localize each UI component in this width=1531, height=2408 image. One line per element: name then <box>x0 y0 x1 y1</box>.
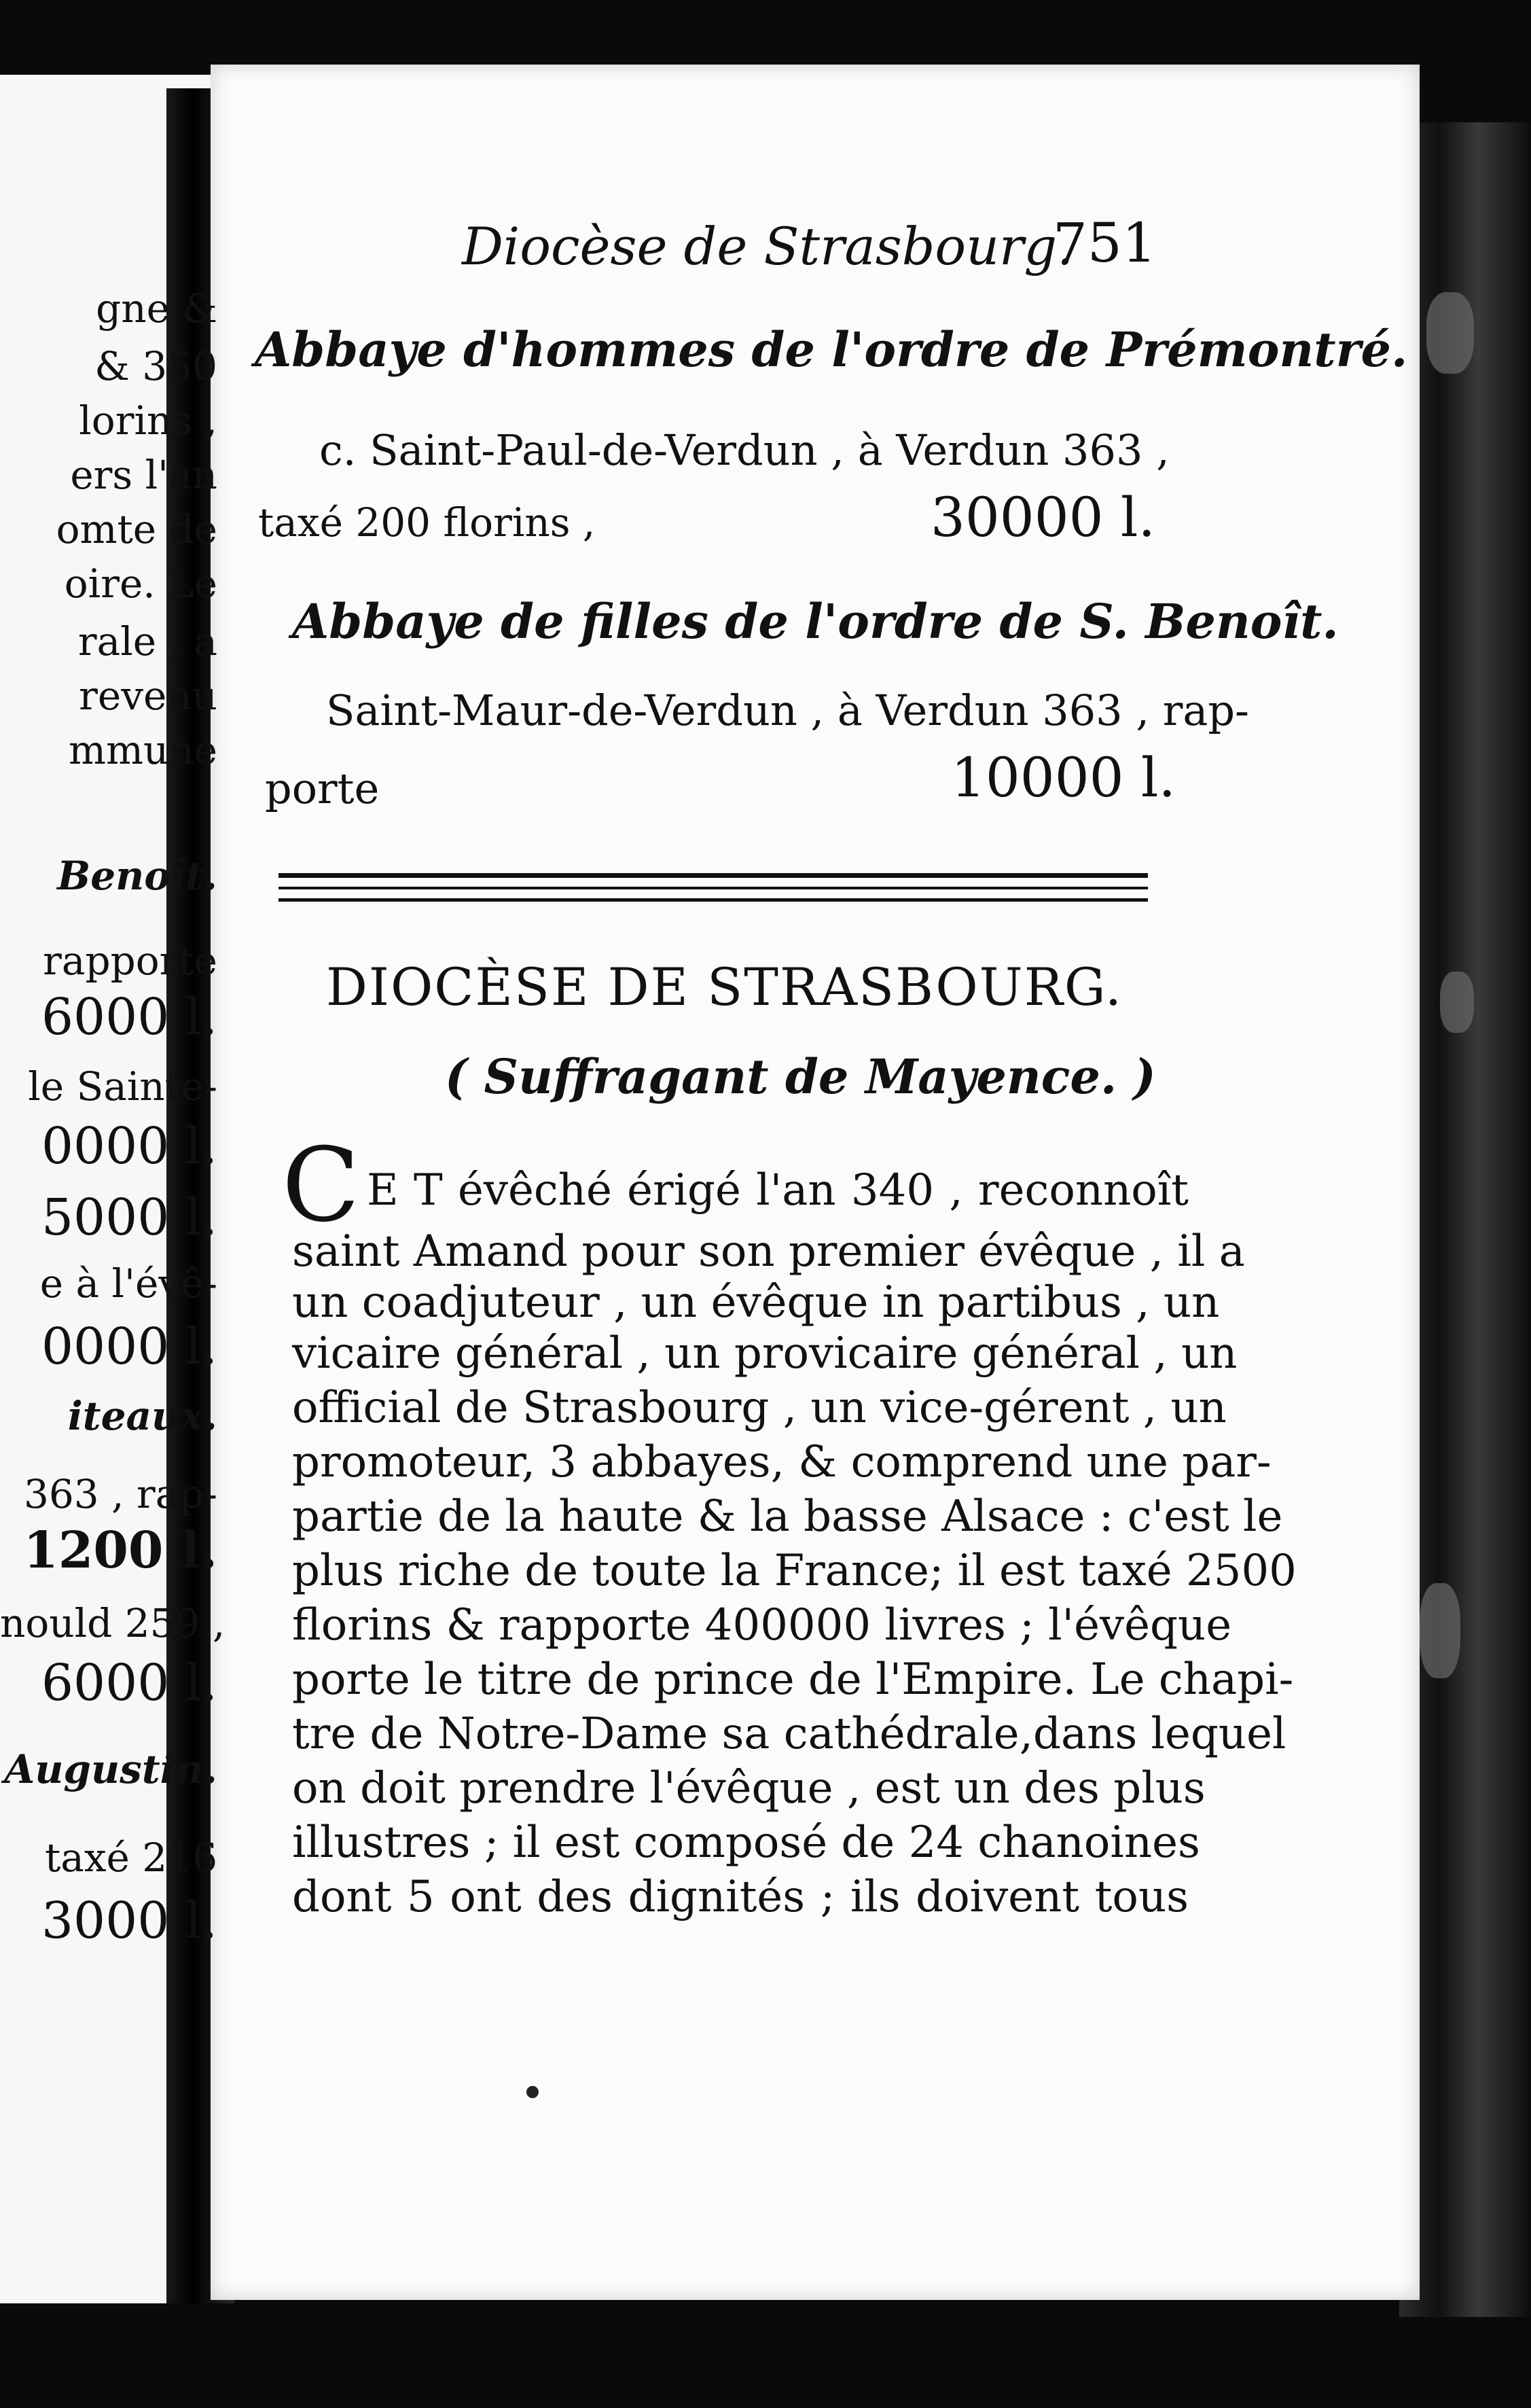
left-line: omte de <box>56 506 217 552</box>
entry-line: porte <box>265 764 380 813</box>
page-number: 751 <box>1053 211 1157 275</box>
body-line: official de Strasbourg , un vice-gérent , un <box>292 1383 1227 1433</box>
entry-line: c. Saint-Paul-de-Verdun , à Verdun 363 , <box>319 425 1170 475</box>
edge-stain <box>1440 972 1474 1033</box>
entry-line: taxé 200 florins , <box>258 499 596 546</box>
left-line: le Sainte- <box>28 1063 217 1110</box>
left-line: taxé 216 <box>44 1835 217 1881</box>
rule-bottom <box>278 898 1148 902</box>
left-line: 0000 l. <box>41 1117 217 1175</box>
left-line: rapporte <box>43 938 217 984</box>
left-line: 6000 l. <box>41 988 217 1046</box>
left-line: 1200 l. <box>23 1521 217 1580</box>
left-line: gne & <box>96 285 217 332</box>
rule-top <box>278 873 1148 878</box>
left-line: rale , a <box>77 618 217 665</box>
entry-amount: 10000 l. <box>951 746 1176 809</box>
body-line: on doit prendre l'évêque , est un des plus <box>292 1763 1206 1813</box>
body-line: florins & rapporte 400000 livres ; l'évêque <box>292 1600 1232 1650</box>
body-line: promoteur, 3 abbayes, & comprend une par- <box>292 1437 1272 1487</box>
left-line: & 350 <box>94 343 217 389</box>
left-line: iteaux. <box>67 1393 217 1439</box>
left-line: 5000 l. <box>41 1188 217 1247</box>
left-line: 6000 l. <box>41 1654 217 1712</box>
left-line: lorins , <box>79 397 217 444</box>
body-line: un coadjuteur , un évêque in partibus , un <box>292 1277 1220 1328</box>
body-line: dont 5 ont des dignités ; ils doivent tous <box>292 1872 1189 1922</box>
body-line: tre de Notre-Dame sa cathédrale,dans lequel <box>292 1709 1286 1759</box>
diocese-title: DIOCÈSE DE STRASBOURG. <box>326 957 1123 1017</box>
left-line: nould 259 , <box>0 1600 226 1646</box>
left-line: e à l'évê- <box>39 1260 217 1307</box>
running-title: Diocèse de Strasbourg. <box>462 216 1074 277</box>
edge-stain <box>1420 1583 1460 1678</box>
drop-cap: C <box>282 1127 360 1245</box>
entry-amount: 30000 l. <box>931 486 1155 549</box>
section-heading: Abbaye d'hommes de l'ordre de Prémontré. <box>255 321 1408 378</box>
edge-stain <box>1426 292 1474 374</box>
body-line: illustres ; il est composé de 24 chanoines <box>292 1818 1200 1868</box>
left-line: 363 , rap- <box>23 1471 217 1517</box>
left-line: oire. Le <box>64 561 217 607</box>
rule-middle <box>278 887 1148 889</box>
left-line: Augustin. <box>4 1746 217 1792</box>
left-line: 0000 l. <box>41 1317 217 1376</box>
diocese-subtitle: ( Suffragant de Mayence. ) <box>445 1048 1156 1105</box>
left-page-text <box>0 0 224 2408</box>
section-heading: Abbaye de filles de l'ordre de S. Benoît. <box>292 593 1339 650</box>
body-line: plus riche de toute la France; il est taxé 2500 <box>292 1546 1297 1596</box>
body-line: vicaire général , un provicaire général , un <box>292 1328 1238 1379</box>
ink-speck <box>526 2086 539 2098</box>
body-line: E T évêché érigé l'an 340 , reconnoît <box>367 1165 1189 1216</box>
left-line: mmune <box>68 727 217 773</box>
body-line: partie de la haute & la basse Alsace : c'est le <box>292 1491 1283 1542</box>
left-line: revenu <box>79 673 217 719</box>
left-line: 3000 l. <box>41 1892 217 1950</box>
left-line: ers l'an <box>70 452 217 498</box>
body-line: porte le titre de prince de l'Empire. Le chapi- <box>292 1654 1294 1705</box>
entry-line: Saint-Maur-de-Verdun , à Verdun 363 , rap- <box>326 686 1249 735</box>
left-line: Benoît. <box>57 853 217 899</box>
body-line: saint Amand pour son premier évêque , il a <box>292 1226 1245 1277</box>
